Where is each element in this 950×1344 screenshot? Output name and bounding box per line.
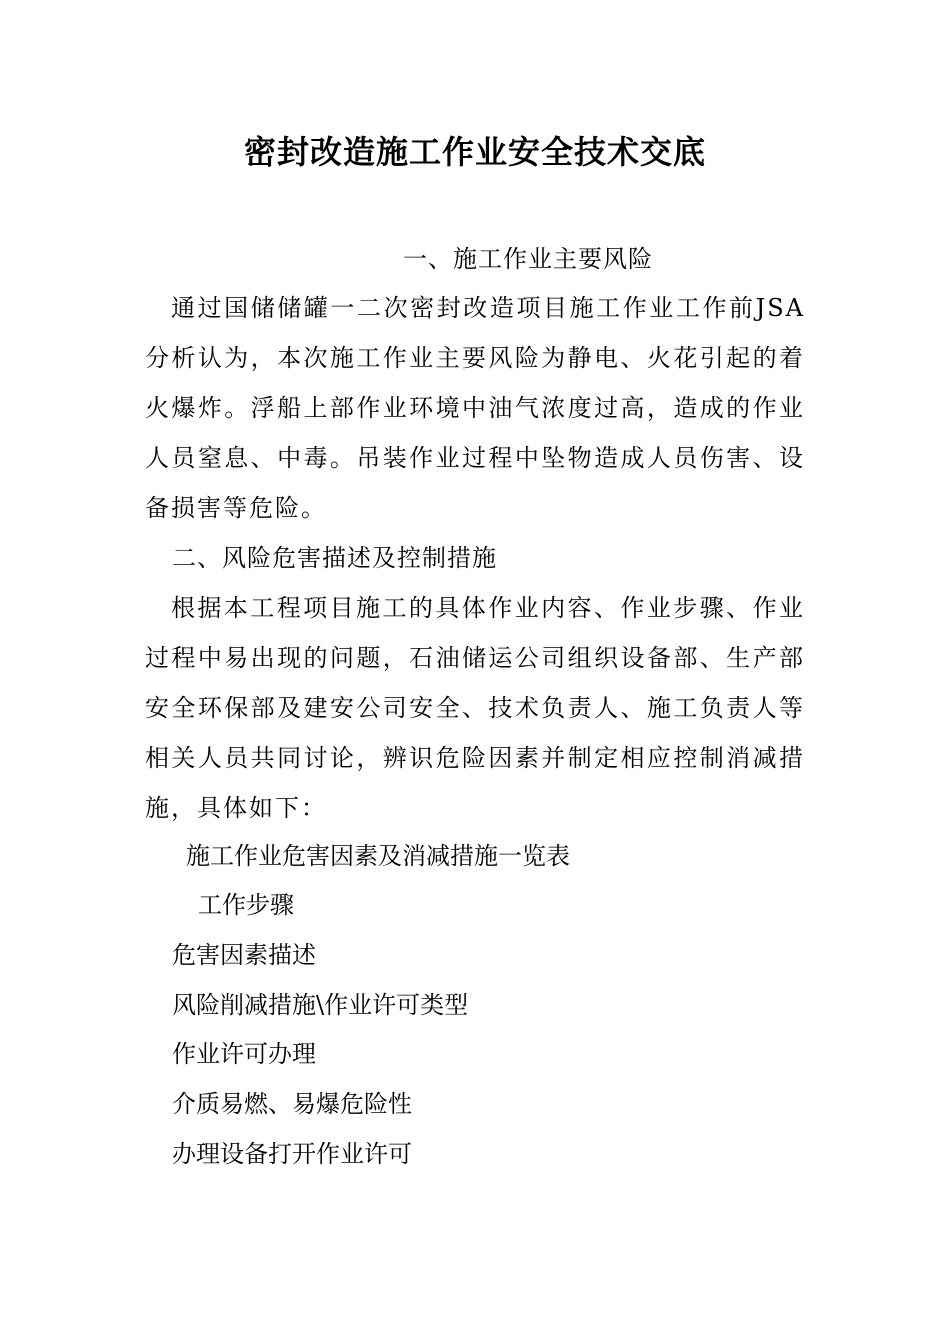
section1-paragraph: 通过国储储罐一二次密封改造项目施工作业工作前JSA分析认为，本次施工作业主要风险为静电、火花引起的着火爆炸。浮船上部作业环境中油气浓度过高，造成的作业人员窒息、中毒。吊装作业过程中坠物造成人员伤害、设备损害等危险。 (145, 294, 805, 522)
table-item-flammable-medium: 介质易燃、易爆危险性 (172, 1090, 412, 1118)
document-title: 密封改造施工作业安全技术交底 (243, 133, 706, 171)
table-item-hazard-description: 危害因素描述 (172, 941, 316, 969)
section2-heading: 二、风险危害描述及控制措施 (172, 544, 497, 572)
section1-heading: 一、施工作业主要风险 (403, 245, 653, 273)
table-item-work-step: 工作步骤 (198, 891, 294, 919)
table-item-risk-reduction: 风险削减措施\作业许可类型 (172, 991, 469, 1019)
table-item-permit-handling: 作业许可办理 (172, 1040, 316, 1068)
table-item-equipment-opening-permit: 办理设备打开作业许可 (172, 1140, 412, 1168)
section2-paragraph: 根据本工程项目施工的具体作业内容、作业步骤、作业过程中易出现的问题，石油储运公司组织设备部、生产部安全环保部及建安公司安全、技术负责人、施工负责人等相关人员共同讨论，辨识危险因素并制定相应控制消减措施，具体如下： (145, 594, 805, 822)
table-caption: 施工作业危害因素及消减措施一览表 (186, 842, 570, 870)
